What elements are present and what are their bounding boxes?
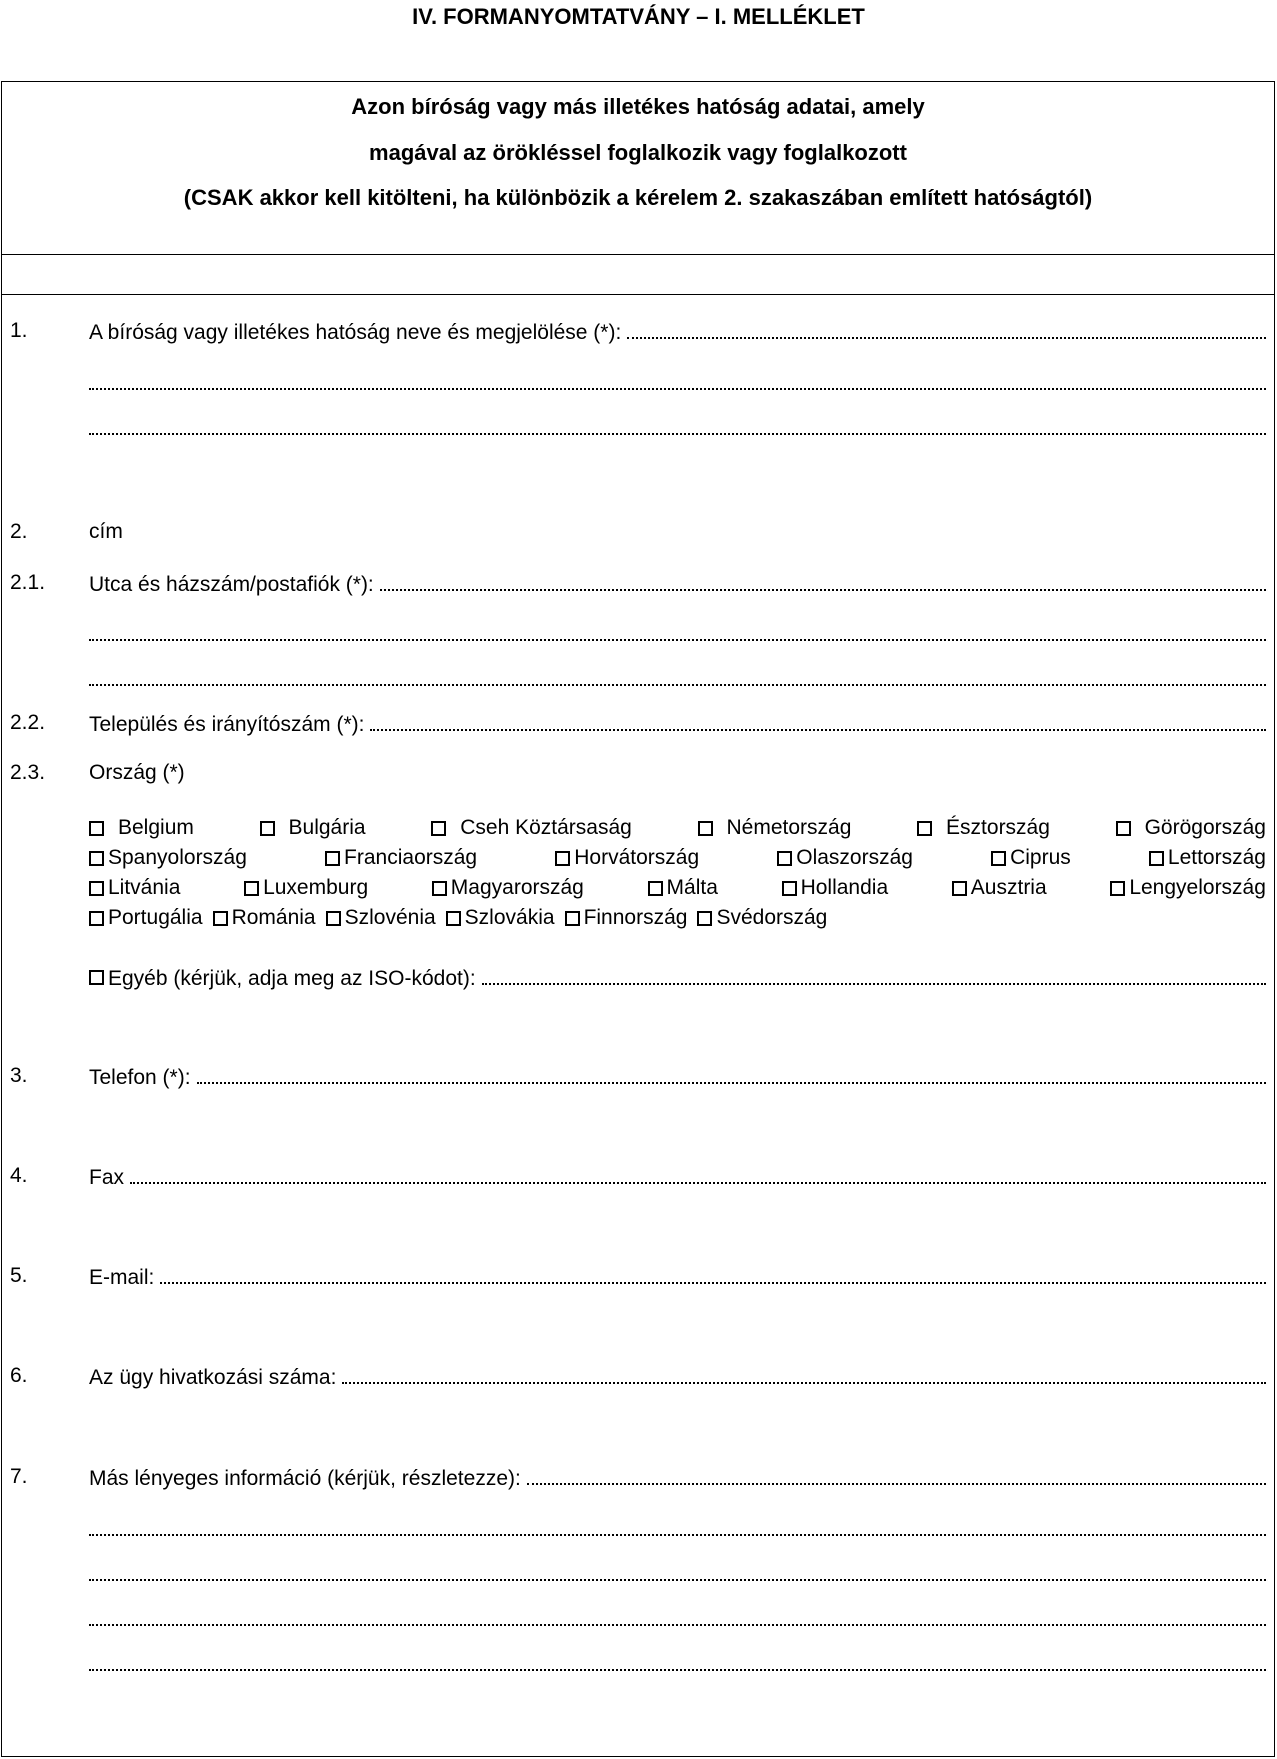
checkbox[interactable] bbox=[325, 851, 340, 866]
checkbox[interactable] bbox=[698, 821, 713, 836]
field-label: E-mail: bbox=[89, 1266, 155, 1289]
country-option[interactable]: Málta bbox=[648, 876, 718, 900]
checkbox[interactable] bbox=[1116, 821, 1131, 836]
iso-code-input[interactable] bbox=[482, 963, 1266, 985]
field-number: 2.2. bbox=[10, 711, 46, 734]
street-input-line-3[interactable] bbox=[89, 664, 1266, 686]
country-option[interactable]: Lettország bbox=[1149, 846, 1266, 870]
page-title: IV. FORMANYOMTATVÁNY – I. MELLÉKLET bbox=[412, 4, 865, 29]
field-fax bbox=[2, 1162, 1274, 1190]
field-label: Ország (*) bbox=[89, 761, 185, 784]
country-option[interactable]: Lengyelország bbox=[1110, 876, 1266, 900]
country-option[interactable]: Hollandia bbox=[782, 876, 889, 900]
country-row-1 bbox=[89, 813, 1266, 843]
field-label: Utca és házszám/postafiók (*): bbox=[89, 573, 374, 596]
field-other-info-cont-1 bbox=[2, 1514, 1274, 1542]
country-option[interactable]: Németország bbox=[698, 816, 852, 840]
field-court-name-cont-2 bbox=[2, 413, 1274, 441]
blank-row bbox=[2, 255, 1274, 295]
checkbox[interactable] bbox=[89, 911, 104, 926]
country-option[interactable]: Spanyolország bbox=[89, 846, 247, 870]
other-info-input[interactable] bbox=[527, 1463, 1266, 1485]
checkbox[interactable] bbox=[326, 911, 341, 926]
country-row-2 bbox=[89, 843, 1266, 873]
country-option[interactable]: Szlovákia bbox=[446, 906, 555, 930]
court-name-input-line-2[interactable] bbox=[89, 368, 1266, 390]
field-city bbox=[2, 709, 1274, 737]
field-reference bbox=[2, 1362, 1274, 1390]
header-line-3: (CSAK akkor kell kitölteni, ha különbözik a kérelem 2. szakaszában említett hatóságtól) bbox=[183, 185, 1093, 210]
country-option[interactable]: Litvánia bbox=[89, 876, 180, 900]
field-email bbox=[2, 1262, 1274, 1290]
checkbox[interactable] bbox=[782, 881, 797, 896]
field-label: A bíróság vagy illetékes hatóság neve és megjelölése (*): bbox=[89, 321, 622, 344]
checkbox[interactable] bbox=[917, 821, 932, 836]
country-option[interactable]: Horvátország bbox=[555, 846, 699, 870]
checkbox[interactable] bbox=[446, 911, 461, 926]
country-option[interactable]: Románia bbox=[213, 906, 316, 930]
street-input[interactable] bbox=[380, 569, 1266, 591]
country-row-3 bbox=[89, 873, 1266, 903]
field-other-info-cont-2 bbox=[2, 1559, 1274, 1587]
field-number: 2. bbox=[10, 520, 28, 543]
other-info-input-line-5[interactable] bbox=[89, 1649, 1266, 1671]
checkbox[interactable] bbox=[1149, 851, 1164, 866]
field-label: Település és irányítószám (*): bbox=[89, 713, 365, 736]
field-number: 6. bbox=[10, 1364, 28, 1387]
field-number: 2.3. bbox=[10, 761, 46, 784]
field-number: 4. bbox=[10, 1164, 28, 1187]
field-address-heading bbox=[2, 518, 1274, 546]
checkbox[interactable] bbox=[89, 970, 104, 985]
field-other-info bbox=[2, 1463, 1274, 1491]
header-line-1: Azon bíróság vagy más illetékes hatóság adatai, amely bbox=[351, 94, 925, 119]
field-phone bbox=[2, 1062, 1274, 1090]
field-country bbox=[2, 759, 1274, 787]
country-option[interactable]: Luxemburg bbox=[244, 876, 368, 900]
field-court-name-cont-1 bbox=[2, 368, 1274, 396]
country-option[interactable]: Ciprus bbox=[991, 846, 1071, 870]
checkbox[interactable] bbox=[697, 911, 712, 926]
country-option[interactable]: Szlovénia bbox=[326, 906, 436, 930]
checkbox[interactable] bbox=[565, 911, 580, 926]
street-input-line-2[interactable] bbox=[89, 619, 1266, 641]
field-number: 1. bbox=[10, 319, 28, 342]
other-country-option[interactable]: Egyéb (kérjük, adja meg az ISO-kódot): bbox=[89, 965, 476, 993]
country-option[interactable]: Finnország bbox=[565, 906, 688, 930]
reference-input[interactable] bbox=[342, 1362, 1266, 1384]
field-label: cím bbox=[89, 520, 123, 543]
email-input[interactable] bbox=[160, 1262, 1266, 1284]
country-option[interactable]: Görögország bbox=[1116, 816, 1266, 840]
country-option[interactable]: Cseh Köztársaság bbox=[431, 816, 632, 840]
checkbox[interactable] bbox=[432, 881, 447, 896]
country-row-4 bbox=[89, 903, 1266, 933]
fax-input[interactable] bbox=[130, 1162, 1266, 1184]
field-number: 7. bbox=[10, 1465, 28, 1488]
section-header bbox=[2, 82, 1274, 255]
checkbox[interactable] bbox=[213, 911, 228, 926]
field-number: 2.1. bbox=[10, 571, 46, 594]
header-line-2: magával az örökléssel foglalkozik vagy foglalkozott bbox=[369, 140, 907, 165]
country-option[interactable]: Magyarország bbox=[432, 876, 584, 900]
country-option[interactable]: Bulgária bbox=[260, 816, 366, 840]
field-label: Az ügy hivatkozási száma: bbox=[89, 1366, 337, 1389]
city-input[interactable] bbox=[370, 709, 1266, 731]
field-number: 5. bbox=[10, 1264, 28, 1287]
checkbox[interactable] bbox=[89, 881, 104, 896]
checkbox[interactable] bbox=[777, 851, 792, 866]
checkbox[interactable] bbox=[1110, 881, 1125, 896]
field-other-info-cont-3 bbox=[2, 1604, 1274, 1632]
field-street-cont-1 bbox=[2, 619, 1274, 647]
other-info-input-line-2[interactable] bbox=[89, 1514, 1266, 1536]
field-label: Telefon (*): bbox=[89, 1066, 191, 1089]
country-option[interactable]: Svédország bbox=[697, 906, 827, 930]
form-frame bbox=[1, 81, 1275, 1757]
country-option[interactable]: Olaszország bbox=[777, 846, 913, 870]
checkbox[interactable] bbox=[260, 821, 275, 836]
other-info-input-line-4[interactable] bbox=[89, 1604, 1266, 1626]
field-other-info-cont-4 bbox=[2, 1649, 1274, 1677]
field-country-other bbox=[2, 963, 1274, 991]
checkbox[interactable] bbox=[89, 851, 104, 866]
checkbox[interactable] bbox=[431, 821, 446, 836]
field-court-name bbox=[2, 317, 1274, 345]
phone-input[interactable] bbox=[197, 1062, 1266, 1084]
country-option[interactable]: Portugália bbox=[89, 906, 203, 930]
checkbox[interactable] bbox=[555, 851, 570, 866]
other-info-input-line-3[interactable] bbox=[89, 1559, 1266, 1581]
country-option[interactable]: Észtország bbox=[917, 816, 1050, 840]
checkbox[interactable] bbox=[89, 821, 104, 836]
checkbox[interactable] bbox=[991, 851, 1006, 866]
court-name-input[interactable] bbox=[627, 317, 1266, 339]
country-option[interactable]: Ausztria bbox=[952, 876, 1047, 900]
court-name-input-line-3[interactable] bbox=[89, 413, 1266, 435]
field-number: 3. bbox=[10, 1064, 28, 1087]
checkbox[interactable] bbox=[952, 881, 967, 896]
country-option[interactable]: Belgium bbox=[89, 816, 194, 840]
checkbox[interactable] bbox=[648, 881, 663, 896]
field-street bbox=[2, 569, 1274, 597]
field-label: Más lényeges információ (kérjük, részletezze): bbox=[89, 1467, 521, 1490]
field-street-cont-2 bbox=[2, 664, 1274, 692]
field-label: Fax bbox=[89, 1166, 125, 1189]
checkbox[interactable] bbox=[244, 881, 259, 896]
country-option[interactable]: Franciaország bbox=[325, 846, 477, 870]
